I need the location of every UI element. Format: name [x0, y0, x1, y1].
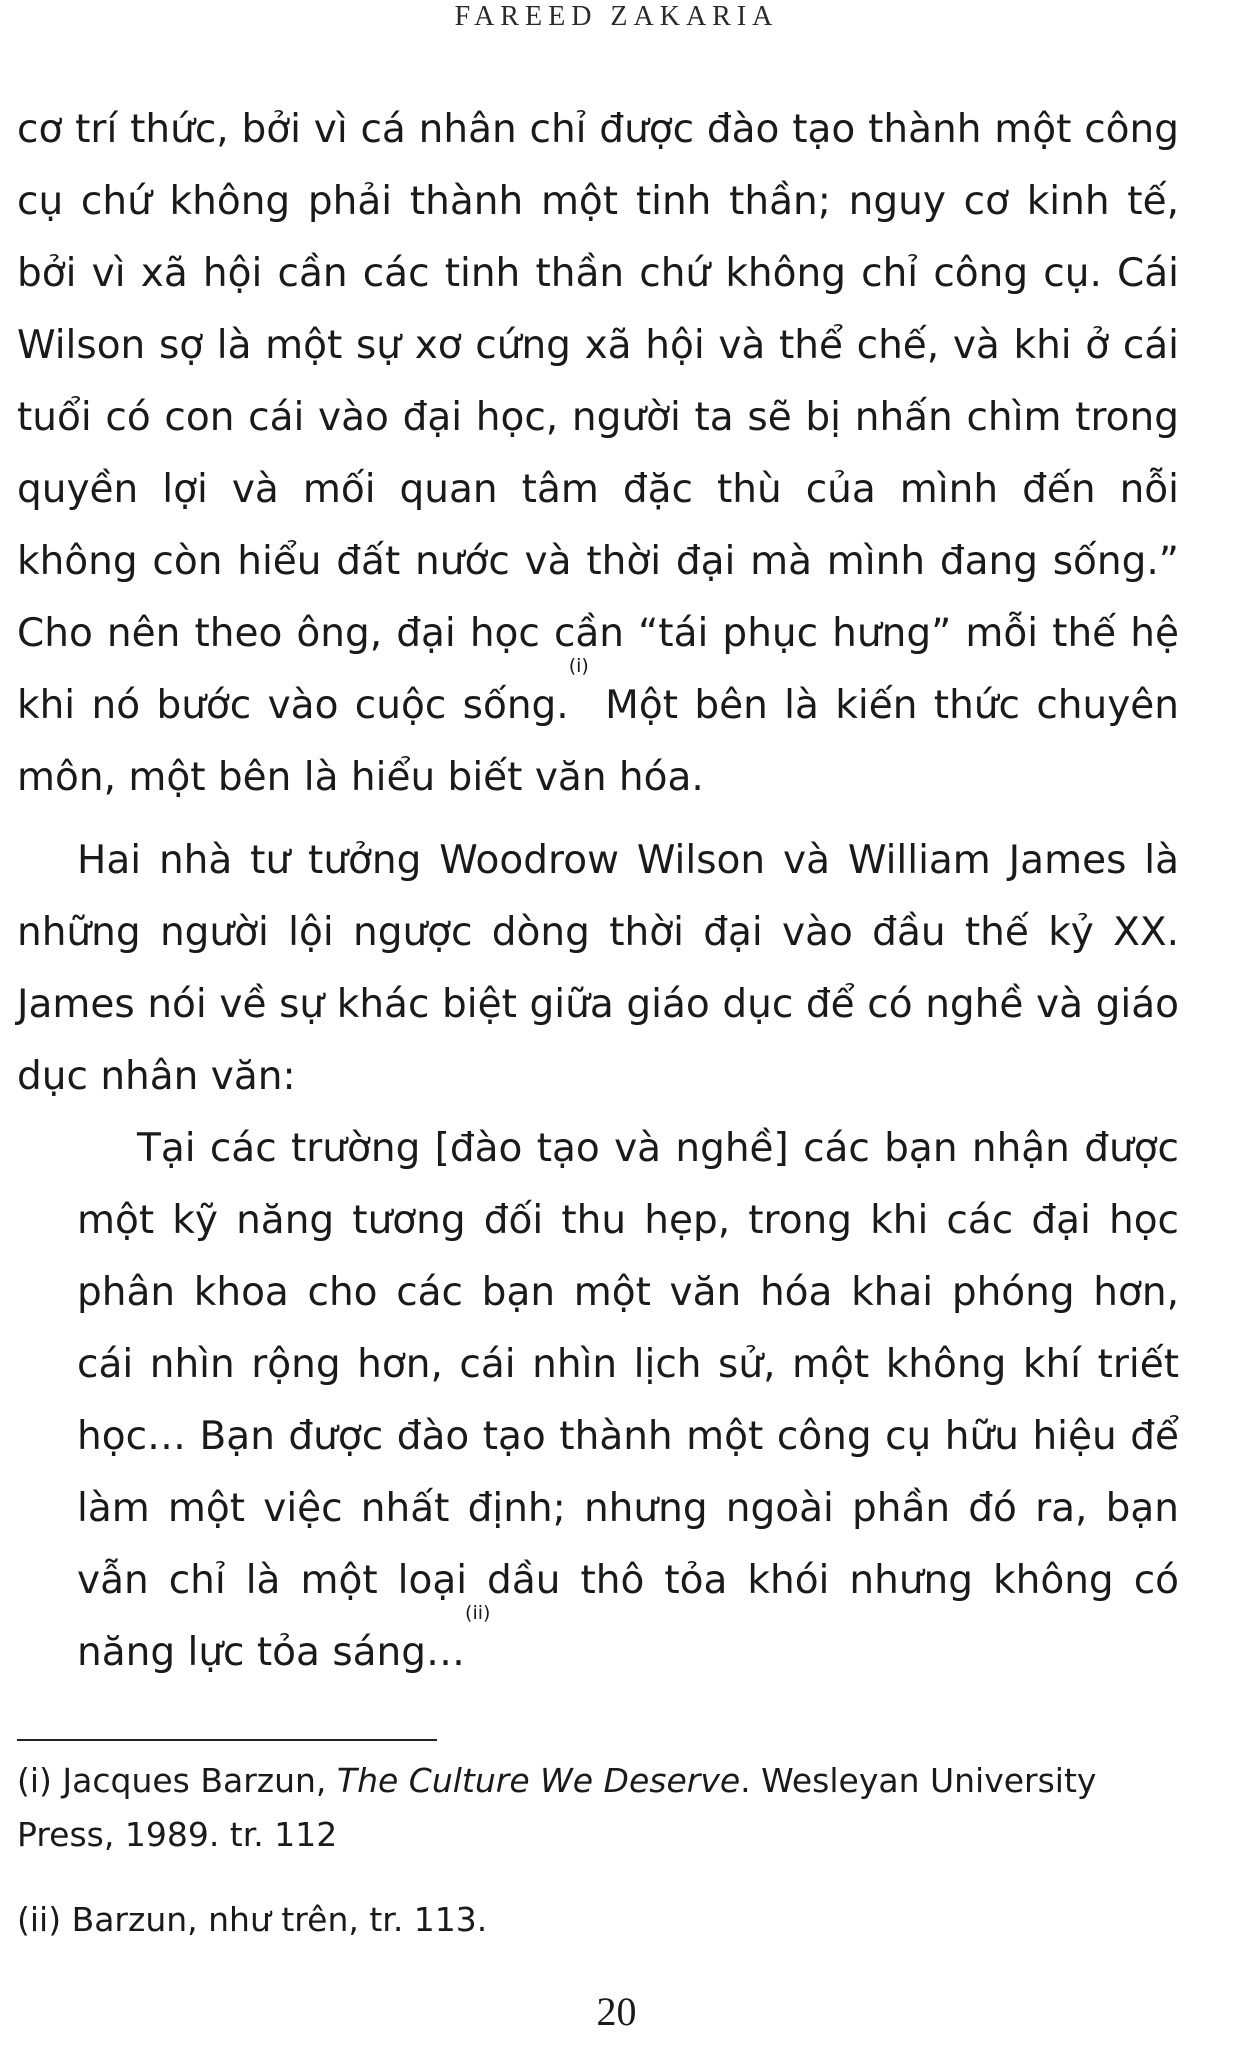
- quote-text: Tại các trường [đào tạo và nghề] các bạn nhận được một kỹ năng tương đối thu hẹp, trong khi các đại học phân khoa cho các bạn một văn hóa khai phóng hơn, cái nhìn rộng hơn, cái nhìn lịch sử, một không khí triết học… Bạn được đào tạo thành một công cụ hữu hiệu để làm một việc nhất định; nhưng ngoài phần đó ra, bạn vẫn chỉ là một loại dầu thô tỏa khói nhưng không có năng lực tỏa sáng…: [77, 1126, 1179, 1675]
- footnote-2: (ii) Barzun, như trên, tr. 113.: [17, 1900, 488, 1939]
- running-head: FAREED ZAKARIA: [454, 1, 779, 32]
- block-quote: [77, 1113, 1179, 1689]
- footnote-1-prefix: (i) Jacques Barzun,: [17, 1761, 337, 1800]
- body-paragraph-1: [17, 94, 1179, 814]
- footnote-1: [17, 1754, 1179, 1862]
- paragraph-1-text: cơ trí thức, bởi vì cá nhân chỉ được đào tạo thành một công cụ chứ không phải thành một tinh thần; nguy cơ kinh tế, bởi vì xã hội cần các tinh thần chứ không chỉ công cụ. Cái Wilson sợ là một sự xơ cứng xã hội và thể chế, và khi ở cái tuổi có con cái vào đại học, người ta sẽ bị nhấn chìm trong quyền lợi và mối quan tâm đặc thù của mình đến nỗi không còn hiểu đất nước và thời đại mà mình đang sống.” Cho nên theo ông, đại học cần “tái phục hưng” mỗi thế hệ khi nó bước vào cuộc sống.: [17, 107, 1179, 728]
- page-number: 20: [596, 1989, 637, 2034]
- footnote-1-title: The Culture We Deserve: [336, 1761, 741, 1800]
- footnote-ref-1[interactable]: (i): [568, 655, 589, 677]
- footnote-divider: [17, 1739, 437, 1741]
- paragraph-1-text-cont: Một bên là kiến thức chuyên môn, một bên là hiểu biết văn hóa.: [17, 683, 1179, 800]
- footnote-1-suffix: . Wesleyan University Press, 1989. tr. 112: [17, 1761, 1097, 1854]
- footnote-ref-2[interactable]: (ii): [465, 1602, 491, 1624]
- body-paragraph-2: Hai nhà tư tưởng Woodrow Wilson và William James là những người lội ngược dòng thời đại vào đầu thế kỷ XX. James nói về sự khác biệt giữa giáo dục để có nghề và giáo dục nhân văn:: [17, 838, 1179, 1099]
